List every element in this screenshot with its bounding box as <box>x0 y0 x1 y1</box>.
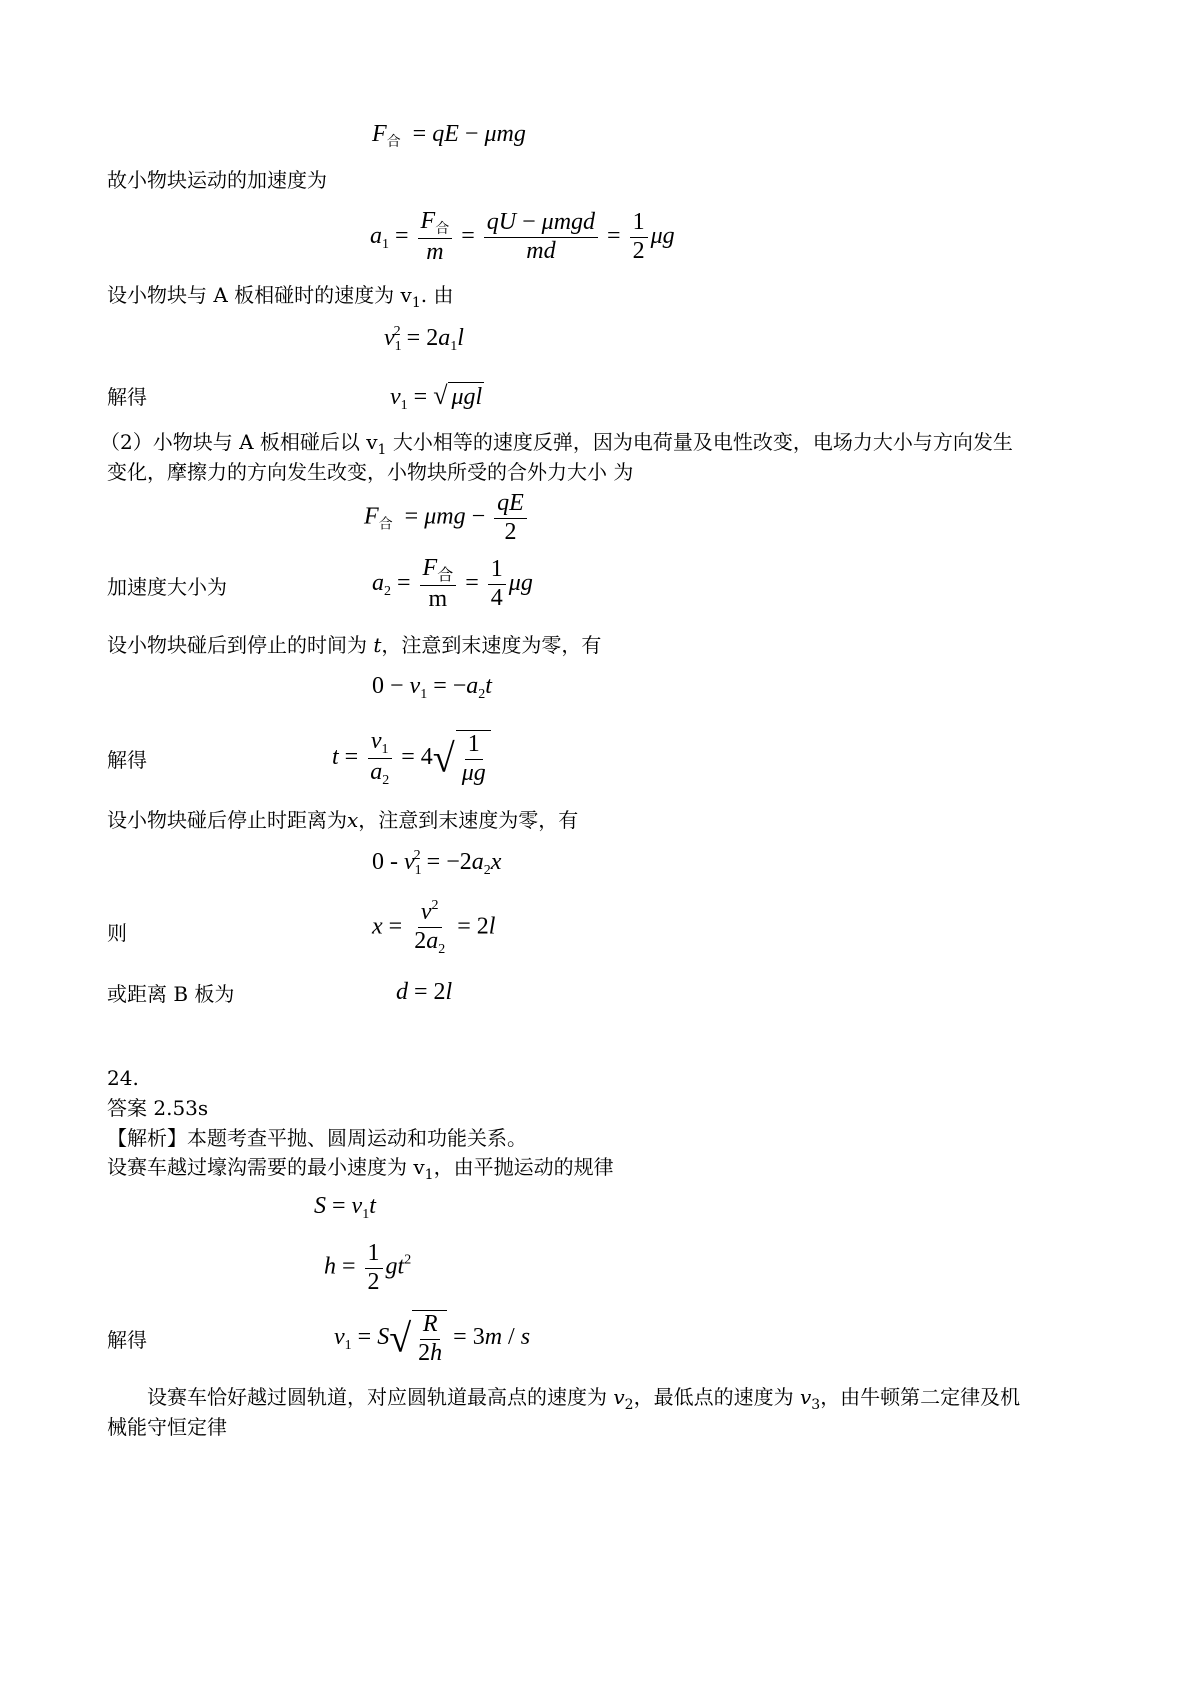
text-min-speed-intro: 设赛车越过壕沟需要的最小速度为 $v_1$，由平抛运动的规律 <box>107 1155 614 1183</box>
text-accel-intro: 故小物块运动的加速度为 <box>107 168 327 192</box>
eq-velocity-result: $v_1$ = √ μgl <box>390 381 483 413</box>
eq-s: $S = v_1t$ <box>314 1193 376 1222</box>
eq-d: d = 2l <box>396 979 453 1005</box>
text-part2-line1: （2）小物块与 A 板相碰后以 $v_1$ 大小相等的速度反弹，因为电荷量及电性改变，电场力大小与方向发生 <box>100 430 1013 458</box>
eq-accel-1: $a_1$ = $\frac{F_合}{m}$ = $\frac{\text{qU − μmgd}}{md}$ = $\frac{1}{2}$ μg <box>370 208 675 266</box>
label-jiede-3: 解得 <box>107 1328 147 1352</box>
eq-accel-2: $a_2$ = $\frac{F_合}{m}$ = $\frac{1}{4}$ μg <box>372 555 533 613</box>
eq-min-speed-result: $v_1 = S√$ $\frac{R}{2h}$ = 3m / s <box>334 1311 531 1366</box>
answer-line: 答案 2.53s <box>107 1096 209 1120</box>
question-number-24: 24. <box>107 1066 139 1090</box>
analysis-line: 【解析】本题考查平抛、圆周运动和功能关系。 <box>107 1126 527 1150</box>
eq-time-result: t = $\frac{v_1}{a_2}$ = 4√ $\frac{1}{\mu g}$ <box>332 728 491 789</box>
label-accel-magnitude: 加速度大小为 <box>107 575 227 599</box>
text-time-intro: 设小物块碰后到停止的时间为 t，注意到末速度为零，有 <box>107 633 602 657</box>
eq-velocity-squared: $v_1^2 = 2a_1l$ <box>384 324 464 354</box>
eq-distance: $0 - v_1^2 = -2a_2x$ <box>372 848 502 878</box>
label-jiede-1: 解得 <box>107 385 147 409</box>
label-ze: 则 <box>107 921 127 945</box>
label-distance-to-b: 或距离 B 板为 <box>107 982 235 1006</box>
eq-net-force-1: $F_合$ = qE − μmg <box>372 121 526 150</box>
eq-distance-result: x = $\frac{v^2}{2a_2}$ = 2l <box>372 898 496 957</box>
eq-h: h = $\frac{1}{2}$ $gt^2$ <box>324 1240 412 1295</box>
eq-time: $0 - v_1 = -a_2t$ <box>372 673 492 702</box>
eq-net-force-2: $F_合 = \mu mg$ − $\frac{qE}{2}$ <box>364 490 530 546</box>
text-distance-intro: 设小物块碰后停止时距离为x，注意到末速度为零，有 <box>107 808 579 832</box>
text-final-paragraph-line2: 械能守恒定律 <box>107 1415 227 1439</box>
text-part2-line2: 变化，摩擦力的方向发生改变，小物块所受的合外力大小 为 <box>107 460 634 484</box>
text-final-paragraph-line1: 设赛车恰好越过圆轨道，对应圆轨道最高点的速度为 $v_2$，最低点的速度为 $v_3$，由牛顿第二定律及机 <box>147 1385 1021 1413</box>
text-velocity-intro: 设小物块与 A 板相碰时的速度为 $v_1$. 由 <box>107 283 454 311</box>
label-jiede-2: 解得 <box>107 748 147 772</box>
